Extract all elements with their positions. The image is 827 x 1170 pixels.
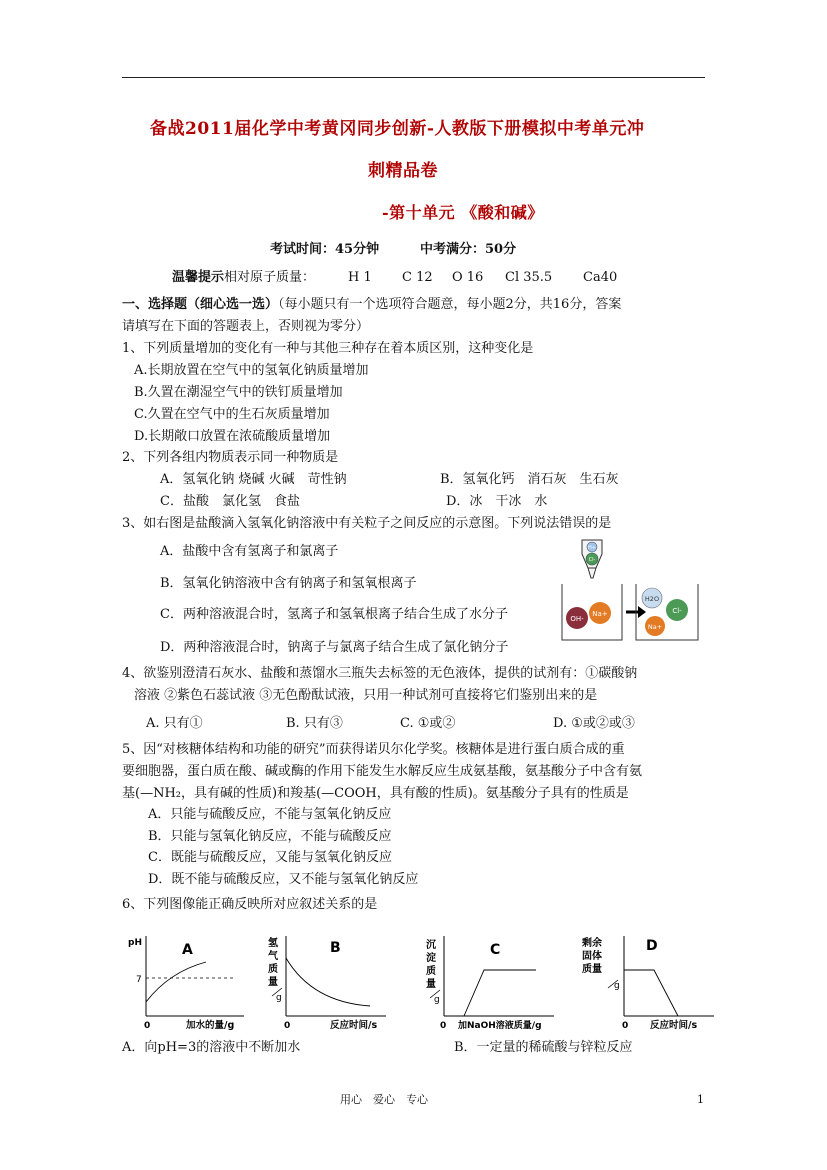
q2-option-b: B．氢氧化钙 消石灰 生石灰 (440, 472, 619, 487)
q1-stem: 1、下列质量增加的变化有一种与其他三种存在着本质区别，这种变化是 (122, 341, 534, 356)
q5-stem-2: 要细胞器，蛋白质在酸、碱或酶的作用下能发生水解反应生成氨基酸，氨基酸分子中含有氨 (122, 764, 643, 779)
q3-stem: 3、如右图是盐酸滴入氢氧化钠溶液中有关粒子之间反应的示意图。下列说法错误的是 (122, 516, 612, 531)
q3-option-b: B．氢氧化钠溶液中含有钠离子和氢氧根离子 (160, 576, 417, 591)
graph-c-line (464, 970, 536, 1016)
graph-d-letter: D (646, 938, 658, 954)
q3-option-c: C．两种溶液混合时，氢离子和氢氧根离子结合生成了水分子 (160, 607, 508, 622)
graph-b-yunit: g (276, 993, 282, 1003)
q4-option-d: D. ①或②或③ (553, 716, 635, 731)
graph-d-xlabel: 反应时间/s (650, 1020, 698, 1031)
footer-motto: 用心 爱心 专心 (340, 1093, 428, 1106)
graph-d-ylabel-1: 剩余 (582, 938, 602, 949)
graph-b (262, 932, 402, 1034)
graph-c-letter: C (490, 942, 501, 958)
q5-option-b: B．只能与氢氧化钠反应，不能与硫酸反应 (148, 829, 392, 844)
reaction-arrowhead-icon (638, 606, 646, 618)
q2-option-c: C．盐酸 氯化氢 食盐 (160, 494, 300, 509)
tip-row (172, 271, 315, 284)
graph-c-ylabel-4: 量 (426, 979, 436, 990)
q3-option-a: A．盐酸中含有氢离子和氯离子 (160, 544, 339, 559)
q5-stem-3: 基(—NH₂，具有碱的性质)和羧基(—COOH，具有酸的性质)。氨基酸分子具有的性质是 (122, 786, 629, 801)
graph-b-xlabel: 反应时间/s (330, 1020, 378, 1031)
hydroxide-ion-label: OH- (570, 615, 584, 623)
q2-option-d: D．冰 干冰 水 (446, 494, 548, 509)
graph-d-origin: 0 (622, 1021, 629, 1031)
q3-option-d: D．两种溶液混合时，钠离子与氯离子结合生成了氯化钠分子 (160, 640, 509, 655)
exam-time: 考试时间：45分钟 (270, 242, 380, 257)
graph-c-yunit: g (434, 995, 440, 1005)
q5-option-a: A．只能与硫酸反应，不能与氢氧化钠反应 (148, 807, 392, 822)
graph-b-letter: B (330, 940, 341, 956)
graph-c-xlabel: 加NaOH溶液质量/g (458, 1021, 542, 1031)
section1-heading: 一、选择题（细心选一选） (122, 297, 279, 312)
graph-d-line (624, 970, 678, 1016)
graph-b-origin: 0 (284, 1021, 291, 1031)
graph-b-curve (286, 958, 370, 1006)
q2-stem: 2、下列各组内物质表示同一种物质是 (122, 450, 339, 465)
graph-b-ylabel-2: 气 (268, 951, 278, 962)
q4-stem-1: 4、欲鉴别澄清石灰水、盐酸和蒸馏水三瓶失去标签的无色液体，提供的试剂有：①碳酸钠 (122, 666, 638, 681)
graph-b-ylabel-1: 氢 (268, 938, 278, 949)
graph-c-origin: 0 (440, 1021, 447, 1031)
graph-b-ylabel-4: 量 (268, 977, 278, 988)
doc-title-line1: 备战2011届化学中考黄冈同步创新-人教版下册模拟中考单元冲 (150, 119, 645, 139)
graph-a-xlabel: 加水的量/g (186, 1020, 235, 1031)
graph-d (578, 932, 718, 1034)
tip-label: 温馨提示 (172, 270, 225, 285)
q5-stem-1: 5、因“对核糖体结构和功能的研究”而获得诺贝尔化学奖。核糖体是进行蛋白质合成的重 (122, 742, 625, 757)
full-score: 中考满分：50分 (420, 242, 517, 257)
header-rule (122, 77, 705, 78)
q5-option-c: C．既能与硫酸反应，又能与氢氧化钠反应 (148, 850, 392, 865)
doc-title-line2: 刺精品卷 (368, 161, 438, 181)
q6-stem: 6、下列图像能正确反映所对应叙述关系的是 (122, 897, 378, 912)
atomic-mass-ca: Ca40 (583, 270, 618, 285)
atomic-mass-h: H 1 (348, 270, 372, 285)
unit-title: -第十单元 《酸和碱》 (382, 203, 544, 222)
graph-a-ylabel: pH (128, 938, 142, 948)
graph-a-ytick: 7 (136, 975, 142, 985)
q4-stem-2: 溶液 ②紫色石蕊试液 ③无色酚酞试液，只用一种试剂可直接将它们鉴别出来的是 (134, 688, 598, 703)
graph-d-ylabel-2: 固体 (582, 951, 602, 962)
graph-a-letter: A (182, 942, 193, 958)
graph-c (418, 932, 560, 1034)
sodium-ion-label: Na+ (592, 610, 608, 618)
q1-option-b: B.久置在潮湿空气中的铁钉质量增加 (134, 385, 343, 400)
q6-option-b: B．一定量的稀硫酸与锌粒反应 (454, 1040, 633, 1055)
atomic-mass-o: O 16 (452, 270, 484, 285)
chloride-ion-label: Cl- (588, 557, 596, 563)
graph-c-ylabel-1: 沉 (426, 940, 436, 951)
page-number: 1 (697, 1093, 704, 1106)
q2-option-a: A．氢氧化钠 烧碱 火碱 苛性钠 (160, 472, 347, 487)
graph-a (124, 932, 250, 1034)
atomic-mass-cl: Cl 35.5 (505, 270, 553, 285)
q1-option-a: A.长期放置在空气中的氢氧化钠质量增加 (134, 363, 369, 378)
q4-option-c: C. ①或② (400, 716, 456, 731)
sodium-ion-result-label: Na+ (647, 623, 663, 631)
chloride-ion-result-label: Cl- (672, 607, 682, 615)
graph-c-ylabel-2: 淀 (426, 953, 436, 964)
q1-option-c: C.久置在空气中的生石灰质量增加 (134, 407, 330, 422)
graph-a-origin: 0 (144, 1021, 151, 1031)
q6-option-a: A．向pH=3的溶液中不断加水 (122, 1040, 301, 1055)
q3-reaction-figure (560, 538, 700, 643)
graph-c-ylabel-3: 质 (426, 966, 436, 977)
q1-option-d: D.长期敞口放置在浓硫酸质量增加 (134, 429, 331, 444)
q5-option-d: D．既不能与硫酸反应，又不能与氢氧化钠反应 (148, 872, 419, 887)
section1-instruction-1: （每小题只有一个选项符合题意，每小题2分，共16分，答案 (278, 297, 622, 312)
section1-instruction-2: 请填写在下面的答题表上，否则视为零分） (122, 319, 370, 334)
q4-option-b: B. 只有③ (286, 716, 343, 731)
tip-text: 相对原子质量： (224, 270, 316, 285)
q4-option-a: A. 只有① (146, 716, 203, 731)
graph-a-curve (146, 962, 206, 1002)
section1-heading-row (122, 298, 621, 311)
graph-d-ylabel-3: 质量 (582, 964, 602, 975)
atomic-mass-c: C 12 (402, 270, 433, 285)
hydrogen-ion-label: H+ (588, 545, 596, 551)
water-molecule-label: H2O (644, 595, 660, 603)
graph-d-yunit: g (614, 981, 620, 991)
graph-b-ylabel-3: 质 (268, 964, 278, 975)
